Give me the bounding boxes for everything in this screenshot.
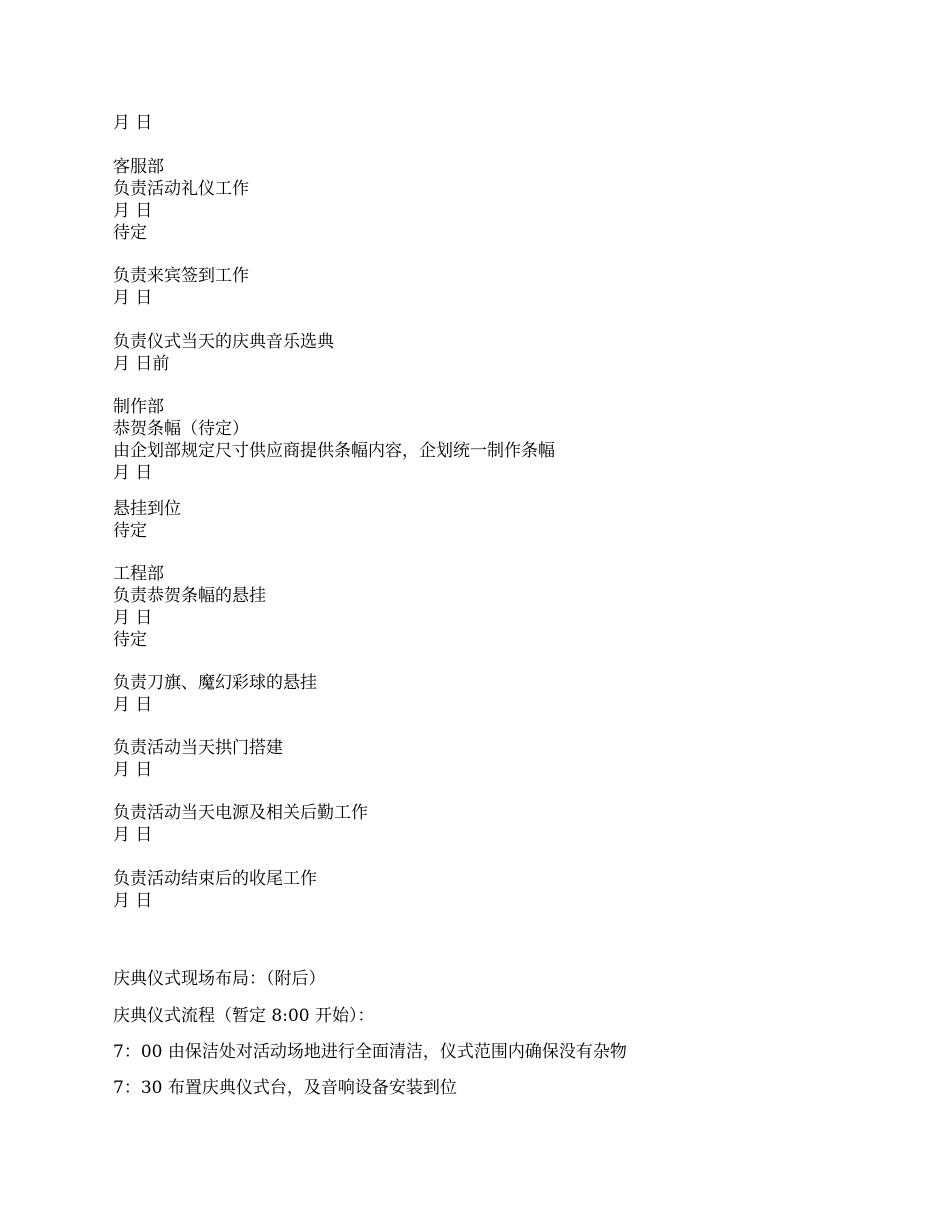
department-heading: 工程部 (113, 564, 164, 584)
task-line: 恭贺条幅（待定） (113, 419, 249, 439)
department-heading: 客服部 (113, 157, 164, 177)
paragraph: 庆典仪式现场布局：（附后） (113, 969, 326, 989)
date-line: 月 日前 (113, 354, 170, 374)
task-line: 负责活动当天拱门搭建 (113, 738, 283, 758)
date-line: 月 日 (113, 760, 153, 780)
paragraph: 庆典仪式流程（暂定 8:00 开始）： (113, 1006, 375, 1026)
task-line: 负责活动结束后的收尾工作 (113, 869, 317, 889)
paragraph: 7：30 布置庆典仪式台，及音响设备安装到位 (113, 1078, 457, 1098)
text-line: 月 日 (113, 113, 153, 133)
date-line: 月 日 (113, 201, 153, 221)
task-line: 负责来宾签到工作 (113, 266, 249, 286)
date-line: 月 日 (113, 891, 153, 911)
task-line: 悬挂到位 (113, 499, 181, 519)
task-line: 负责活动礼仪工作 (113, 179, 249, 199)
date-line: 月 日 (113, 463, 153, 483)
paragraph: 7：00 由保洁处对活动场地进行全面清洁，仪式范围内确保没有杂物 (113, 1042, 627, 1062)
task-line: 由企划部规定尺寸供应商提供条幅内容，企划统一制作条幅 (113, 441, 555, 461)
date-line: 月 日 (113, 288, 153, 308)
task-line: 负责恭贺条幅的悬挂 (113, 586, 266, 606)
status-line: 待定 (113, 630, 147, 650)
date-line: 月 日 (113, 695, 153, 715)
date-line: 月 日 (113, 608, 153, 628)
status-line: 待定 (113, 521, 147, 541)
task-line: 负责活动当天电源及相关后勤工作 (113, 803, 368, 823)
status-line: 待定 (113, 223, 147, 243)
task-line: 负责仪式当天的庆典音乐选典 (113, 332, 334, 352)
department-heading: 制作部 (113, 397, 164, 417)
date-line: 月 日 (113, 825, 153, 845)
task-line: 负责刀旗、魔幻彩球的悬挂 (113, 673, 317, 693)
